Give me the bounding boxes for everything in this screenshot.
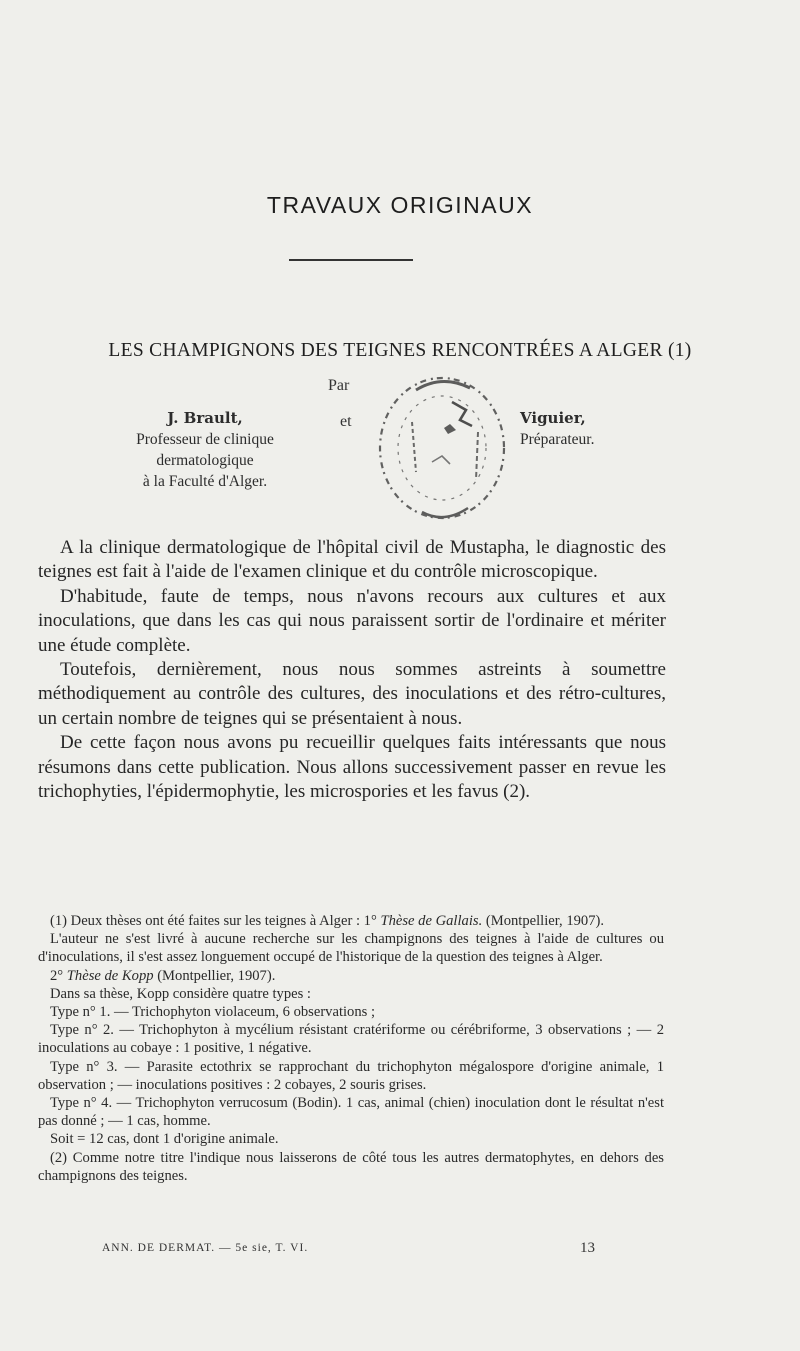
footnote-1-c-number: 2° xyxy=(50,967,67,984)
author-left-name: J. Brault, xyxy=(167,409,243,427)
article-body xyxy=(38,536,666,804)
footnote-1-paragraph-b: L'auteur ne s'est livré à aucune recherche sur les champignons des teignes à l'aide de cultures ou d'inoculations, il s'est assez longuement occupé de l'historique de la question des teignes à Alger. xyxy=(38,931,664,966)
author-right xyxy=(520,408,630,450)
page-number: 13 xyxy=(580,1240,595,1256)
footnote-1-text: (1) Deux thèses ont été faites sur les teignes à Alger : 1° xyxy=(50,913,381,929)
author-left xyxy=(95,408,315,492)
body-paragraph-2: D'habitude, faute de temps, nous n'avons recours aux cultures et aux inoculations, que dans les cas qui nous paraissent sortir de l'ordinaire et mériter une étude complète. xyxy=(38,585,666,656)
body-paragraph-1: A la clinique dermatologique de l'hôpital civil de Mustapha, le diagnostic des teignes est fait à l'aide de l'examen clinique et du contrôle microscopique. xyxy=(38,537,666,583)
footnotes xyxy=(38,912,664,1185)
footnote-1-type-2: Type n° 2. — Trichophyton à mycélium résistant cratériforme ou cérébriforme, 3 observations ; — 2 inoculations au cobaye : 1 positive, 1 négative. xyxy=(38,1022,664,1057)
author-right-name: Viguier, xyxy=(520,409,586,427)
footnote-1-c-italic: Thèse de Kopp xyxy=(66,967,154,984)
and-label: et xyxy=(340,413,352,430)
footnote-1-c-tail: (Montpellier, 1907). xyxy=(153,967,276,984)
running-footer: ANN. DE DERMAT. — 5e sie, T. VI. xyxy=(102,1242,309,1254)
footnote-2: (2) Comme notre titre l'indique nous laisserons de côté tous les autres dermatophytes, en dehors des champignons des teignes. xyxy=(38,1149,664,1184)
footnote-1-type-1: Type n° 1. — Trichophyton violaceum, 6 observations ; xyxy=(50,1004,376,1021)
author-left-title-2: dermatologique xyxy=(156,452,254,469)
footnote-1-type-3: Type n° 3. — Parasite ectothrix se rapprochant du trichophyton mégalospore d'origine animale, 1 observation ; — inoculations positives : 2 cobayes, 2 souris grises. xyxy=(38,1058,664,1093)
footnote-1-italic: Thèse de Gallais. xyxy=(380,913,483,929)
author-left-title-3: à la Faculté d'Alger. xyxy=(142,473,268,490)
article-title: LES CHAMPIGNONS DES TEIGNES RENCONTRÉES A ALGER (1) xyxy=(108,340,692,361)
footnote-1-type-4: Type n° 4. — Trichophyton verrucosum (Bodin). 1 cas, animal (chien) inoculation dont le résultat n'est pas donné ; — 1 cas, homme. xyxy=(38,1095,664,1130)
body-paragraph-4: De cette façon nous avons pu recueillir quelques faits intéressants que nous résumons dans cette publication. Nous allons successivement passer en revue les trichophyties, l'épidermophytie, les microspories et les favus (2). xyxy=(38,732,666,803)
heading-divider xyxy=(289,259,413,261)
footnote-1-intro xyxy=(38,912,664,930)
footnote-1-paragraph-c xyxy=(38,967,664,985)
library-stamp xyxy=(352,362,532,534)
body-paragraph-3: Toutefois, dernièrement, nous nous sommes astreints à soumettre méthodiquement au contrôle des cultures, des inoculations et des rétro-cultures, un certain nombre de teignes qui se présentaient à nous. xyxy=(38,659,666,729)
footnote-1-total: Soit = 12 cas, dont 1 d'origine animale. xyxy=(50,1131,279,1148)
author-left-title-1: Professeur de clinique xyxy=(136,431,274,448)
by-label: Par xyxy=(328,377,350,394)
section-heading: TRAVAUX ORIGINAUX xyxy=(266,192,534,218)
author-right-title: Préparateur. xyxy=(520,431,595,448)
footnote-1-paragraph-d: Dans sa thèse, Kopp considère quatre types : xyxy=(50,985,311,1002)
footnote-1-tail: (Montpellier, 1907). xyxy=(482,913,605,929)
